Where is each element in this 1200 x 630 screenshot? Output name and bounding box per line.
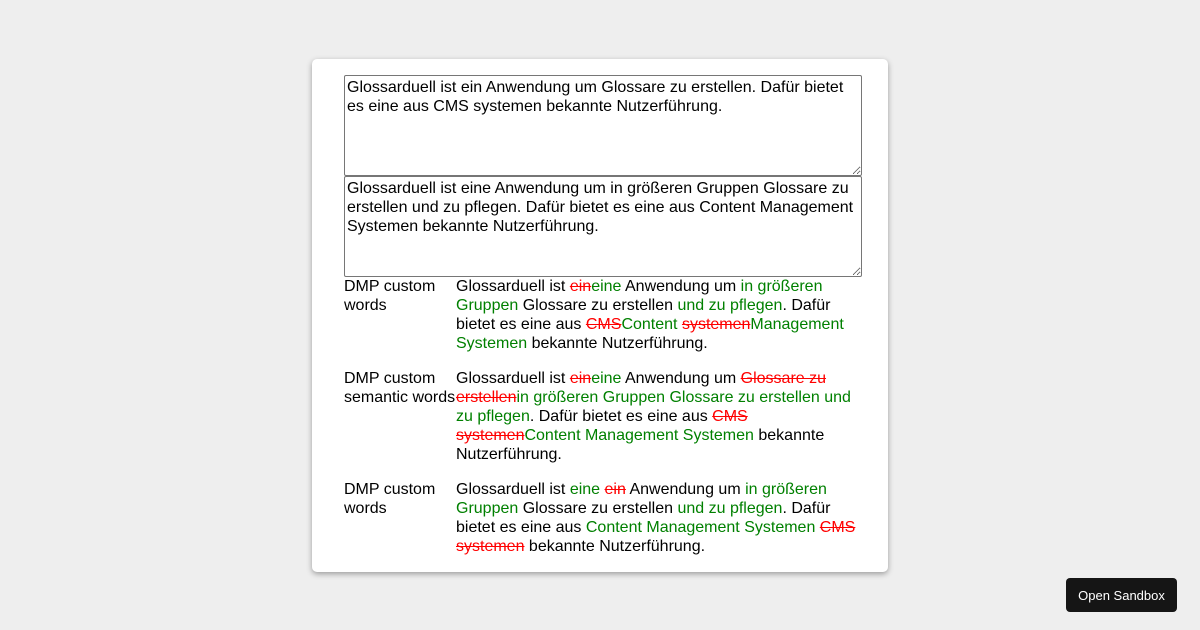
inserted-text: und zu pflegen [677,297,783,314]
diff-output [456,369,862,464]
old-text-input[interactable] [344,75,862,176]
deleted-text: systemen [681,316,751,333]
inserted-text: eine [591,278,622,295]
diff-row [344,277,862,353]
diff-output [456,480,862,556]
diff-card [312,59,888,572]
equal-text: . Dafür bietet es eine aus [529,408,713,425]
equal-text: Glossarduell ist [456,481,570,498]
equal-text: Glossare zu erstellen [518,500,678,517]
diff-method-label: DMP custom words [344,481,436,517]
equal-text: bekannte Nutzerführung. [456,427,825,463]
inserted-text: eine [569,481,601,498]
deleted-text: CMS systemen [456,408,748,444]
diff-method-label: DMP custom semantic words [344,370,456,406]
deleted-text: CMS systemen [456,519,856,555]
equal-text: Glossarduell ist [456,370,570,387]
equal-text: . Dafür bietet es eine aus [456,500,831,536]
deleted-text: CMS [585,316,622,333]
inserted-text: in größeren Gruppen [456,481,827,517]
equal-text: Anwendung um [625,481,746,498]
open-sandbox-button[interactable]: Open Sandbox [1066,578,1177,612]
deleted-text: ein [569,370,592,387]
diff-row [344,480,862,556]
diff-method-label: DMP custom words [344,278,436,314]
inserted-text: eine [591,370,622,387]
equal-text: Glossare zu erstellen [518,297,678,314]
equal-text: bekannte Nutzerführung. [527,335,708,352]
inserted-text: in größeren Gruppen Glossare zu erstellen und zu pflegen [456,389,851,425]
diff-output [456,277,862,353]
diff-row [344,369,862,464]
diff-results [344,277,888,556]
equal-text: Anwendung um [621,370,741,387]
deleted-text: Glossare zu erstellen [456,370,827,406]
inserted-text: und zu pflegen [677,500,783,517]
inserted-text: Content Management Systemen [524,427,754,444]
equal-text: Glossarduell ist [456,278,570,295]
inserted-text: Content [621,316,678,333]
deleted-text: ein [604,481,626,498]
inserted-text: in größeren Gruppen [456,278,823,314]
equal-text: . Dafür bietet es eine aus [456,297,831,333]
equal-text: Anwendung um [621,278,741,295]
inserted-text: Content Management Systemen [585,519,816,536]
new-text-input[interactable] [344,176,862,277]
equal-text: bekannte Nutzerführung. [524,538,706,555]
inserted-text: Management Systemen [456,316,844,352]
deleted-text: ein [569,278,592,295]
